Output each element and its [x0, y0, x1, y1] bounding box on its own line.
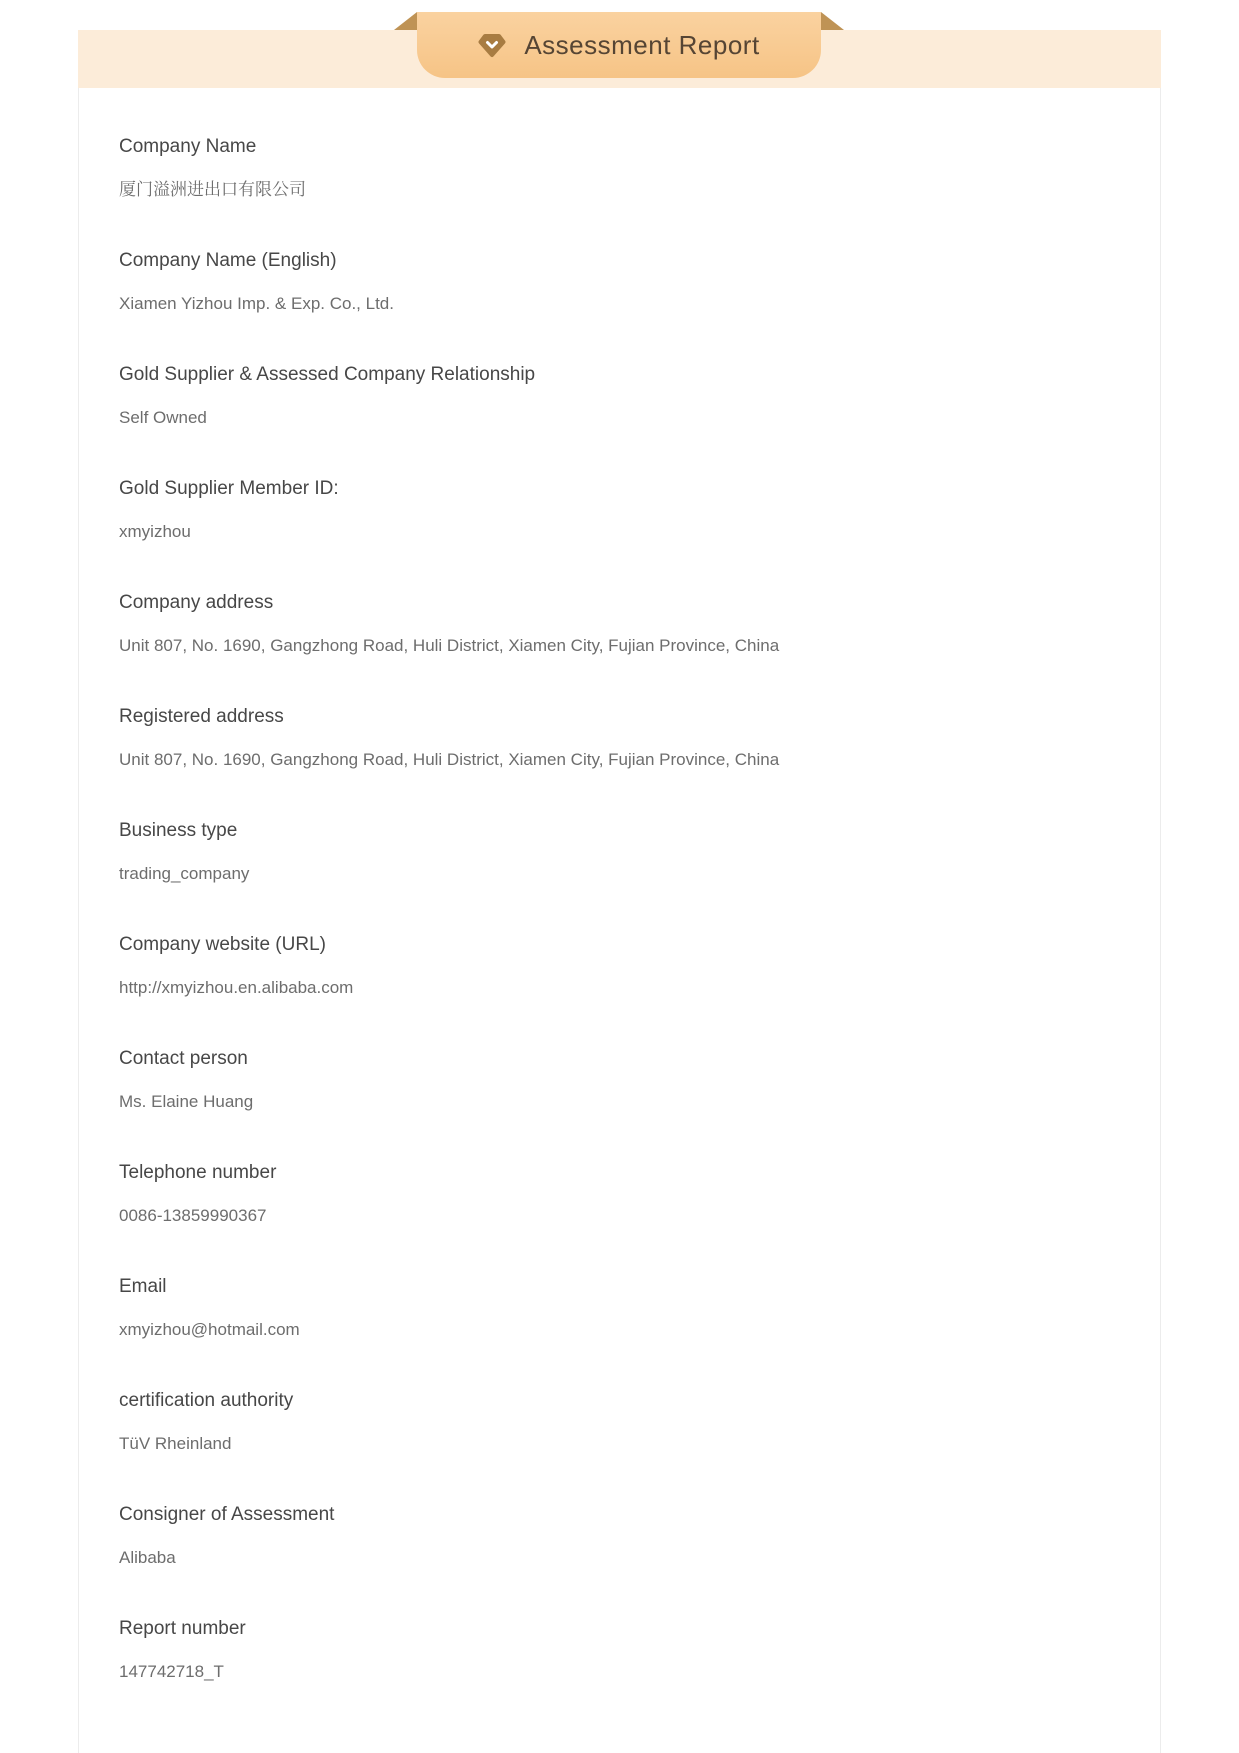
report-field-row: [119, 248, 1120, 316]
field-label: certification authority: [119, 1390, 294, 1411]
report-field-row: [119, 476, 1120, 544]
field-label: Registered address: [119, 706, 284, 727]
report-field-row: [119, 1616, 1120, 1684]
field-label: Company Name: [119, 136, 257, 157]
report-field-row: [119, 1046, 1120, 1114]
field-value: TüV Rheinland: [119, 1434, 232, 1453]
ribbon-body: [417, 12, 821, 78]
field-label: Report number: [119, 1618, 246, 1639]
report-field-row: [119, 134, 1120, 202]
ribbon-fold-right: [821, 12, 844, 30]
field-label: Business type: [119, 820, 238, 841]
field-value: Unit 807, No. 1690, Gangzhong Road, Huli District, Xiamen City, Fujian Province, China: [119, 750, 780, 769]
report-field-row: [119, 704, 1120, 772]
field-value: Alibaba: [119, 1548, 176, 1567]
assessment-report-ribbon: [417, 12, 821, 78]
field-value: Self Owned: [119, 408, 207, 427]
field-value: xmyizhou: [119, 522, 191, 541]
field-label: Gold Supplier Member ID:: [119, 478, 339, 499]
field-label: Consigner of Assessment: [119, 1504, 335, 1525]
report-field-row: [119, 1274, 1120, 1342]
ribbon-fold-left: [394, 12, 417, 30]
field-value: 0086-13859990367: [119, 1206, 267, 1225]
field-label: Gold Supplier & Assessed Company Relationship: [119, 364, 536, 385]
report-card: [78, 88, 1161, 1753]
field-label: Company Name (English): [119, 250, 337, 271]
gem-icon: [478, 31, 506, 59]
report-header: [0, 0, 1239, 88]
field-label: Contact person: [119, 1048, 248, 1069]
field-value: Unit 807, No. 1690, Gangzhong Road, Huli District, Xiamen City, Fujian Province, China: [119, 636, 780, 655]
field-value: http://xmyizhou.en.alibaba.com: [119, 978, 354, 997]
field-value: Xiamen Yizhou Imp. & Exp. Co., Ltd.: [119, 294, 394, 313]
report-field-row: [119, 362, 1120, 430]
field-label: Company website (URL): [119, 934, 326, 955]
field-value: xmyizhou@hotmail.com: [119, 1320, 300, 1339]
report-field-row: [119, 818, 1120, 886]
report-field-row: [119, 932, 1120, 1000]
field-label: Company address: [119, 592, 274, 613]
report-field-row: [119, 1160, 1120, 1228]
report-field-row: [119, 590, 1120, 658]
report-field-row: [119, 1388, 1120, 1456]
field-label: Email: [119, 1276, 167, 1297]
page-title: Assessment Report: [524, 29, 760, 60]
field-value: 厦门溢洲进出口有限公司: [119, 180, 306, 199]
field-value: 147742718_T: [119, 1662, 224, 1681]
field-value: trading_company: [119, 864, 250, 883]
field-value: Ms. Elaine Huang: [119, 1092, 254, 1111]
report-field-row: [119, 1502, 1120, 1570]
report-fields-list: [119, 134, 1120, 1684]
field-label: Telephone number: [119, 1162, 277, 1183]
